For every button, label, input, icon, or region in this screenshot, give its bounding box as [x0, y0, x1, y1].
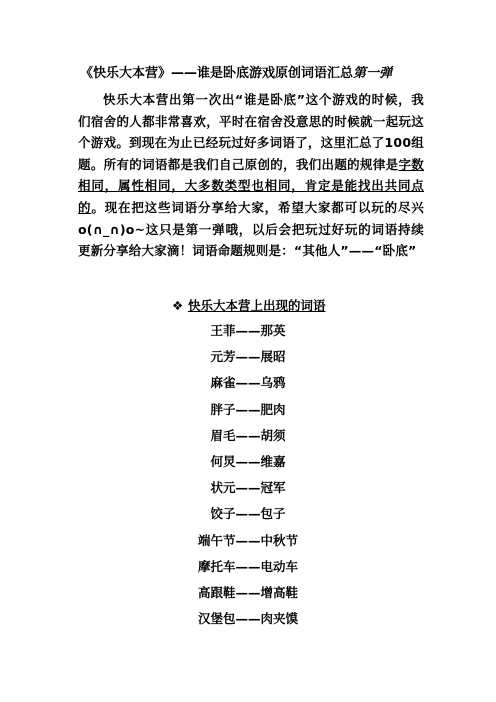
list-item: 摩托车——电动车: [197, 558, 298, 574]
intro-text-underlined: 字数相同，属性相同，大多数类型也相同，肯定是能找出共同点的: [78, 156, 424, 215]
list-item: 高跟鞋——增高鞋: [197, 584, 298, 600]
section-heading-text: 快乐大本营上出现的词语: [188, 298, 326, 313]
word-pair-list: [0, 321, 496, 635]
list-item: 汉堡包——肉夹馍: [197, 611, 298, 627]
list-item: 王菲——那英: [210, 323, 286, 338]
intro-paragraph: [78, 89, 424, 262]
list-item: 元芳——展昭: [210, 349, 286, 365]
list-item: 何炅——维嘉: [210, 453, 286, 469]
list-item: 状元——冠军: [210, 480, 286, 496]
title-main: 《快乐大本营》——谁是卧底游戏原创词语汇总: [80, 66, 354, 81]
diamond-bullet-icon: ❖: [172, 298, 184, 313]
list-item: 端午节——中秋节: [197, 532, 298, 548]
intro-text-part1: 快乐大本营出第一次出“谁是卧底”这个游戏的时候，我们宿舍的人都非常喜欢，平时在宿舍没意思的时候就一起玩这个游戏。到现在为止已经玩过好多词语了，这里汇总了100组题。所有的词语都是我们自己原创的，我们出题的规律是: [78, 92, 424, 172]
list-item: 胖子——肥肉: [210, 401, 286, 417]
title-tail: 第一弹: [353, 66, 393, 81]
document-title: [80, 64, 440, 84]
list-item: 麻雀——乌鸦: [210, 375, 286, 391]
list-item: 眉毛——胡须: [210, 427, 286, 443]
section-heading: [172, 296, 326, 316]
list-item: 饺子——包子: [210, 506, 286, 522]
intro-text-part2: 。现在把这些词语分享给大家，希望大家都可以玩的尽兴 o(∩_∩)o~这只是第一弹哦，以后会把玩过好玩的词语持续更新分享给大家滴！词语命题规则是：“其他人”——“卧底”: [78, 199, 424, 259]
